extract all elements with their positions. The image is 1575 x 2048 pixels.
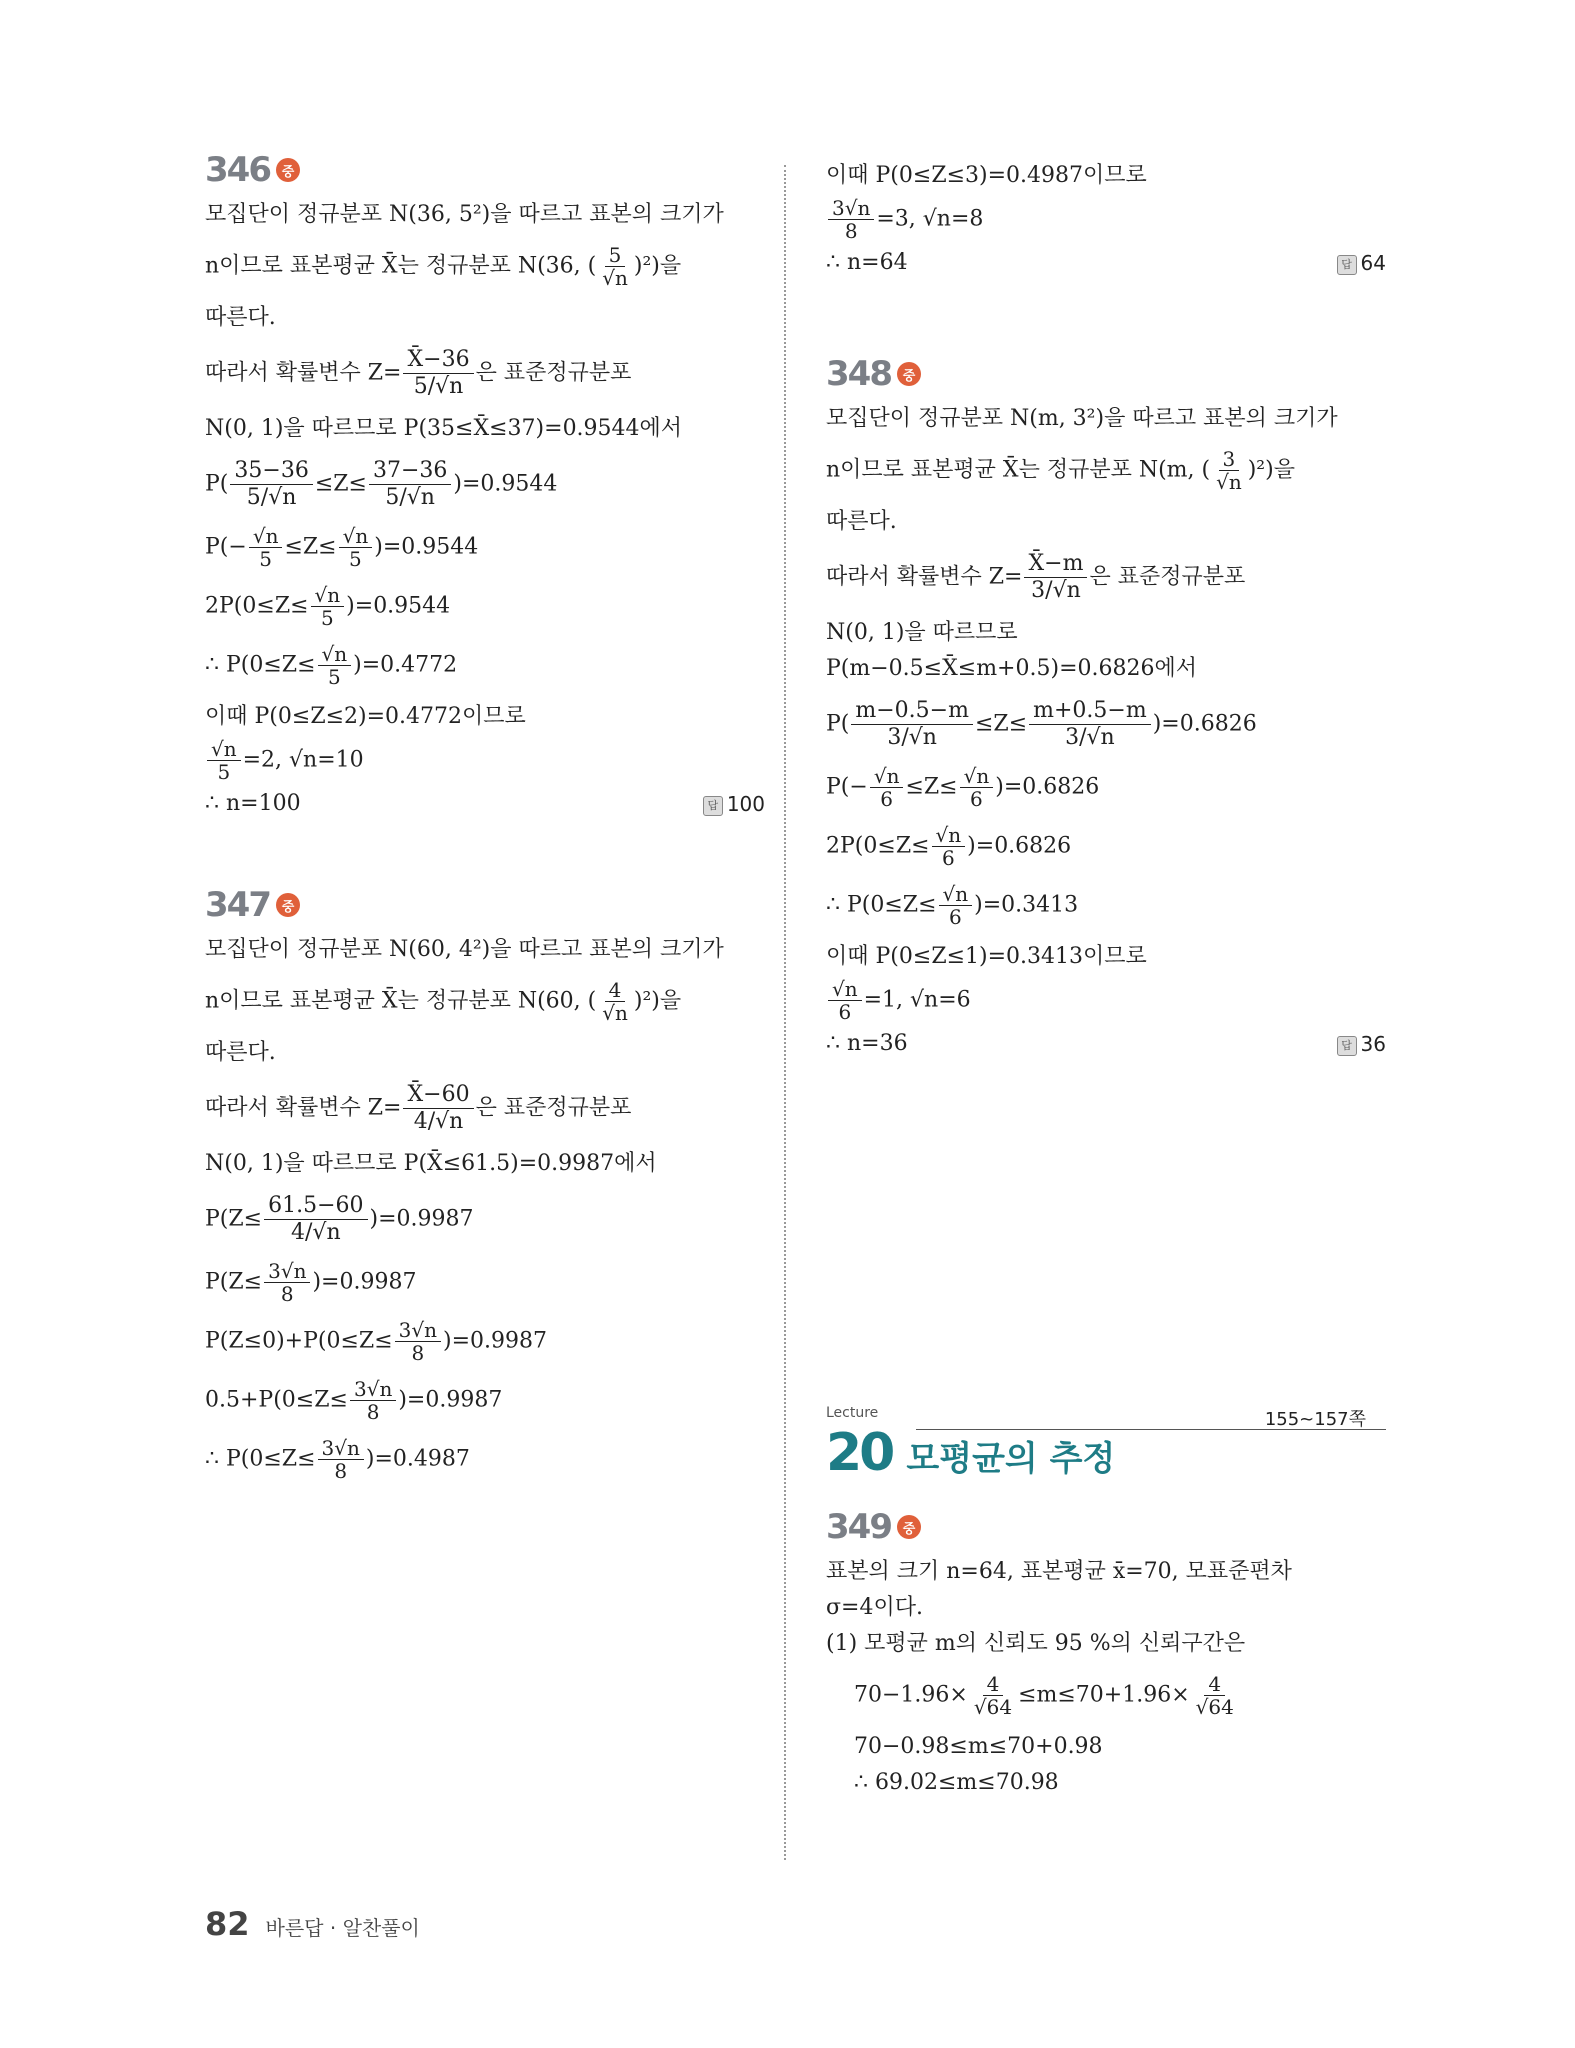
formula-line <box>826 765 1386 810</box>
text-line: (1) 모평균 m의 신뢰도 95 %의 신뢰구간은 <box>826 1631 1246 1656</box>
left-column <box>205 150 765 1496</box>
numerator: √n <box>960 765 994 788</box>
text: ≤Z≤ <box>974 711 1028 737</box>
denominator: 8 <box>411 1341 425 1365</box>
answer-icon: 답 <box>1337 255 1357 275</box>
fraction <box>339 525 373 570</box>
fraction <box>350 1378 396 1423</box>
conclusion: ∴ n=64 <box>826 250 908 275</box>
text: )=0.6826 <box>995 774 1100 800</box>
formula-line <box>826 698 1386 751</box>
problem-349-header <box>826 1507 1386 1547</box>
lecture-pages: 155~157쪽 <box>1264 1409 1366 1430</box>
text-line: 따른다. <box>205 305 276 330</box>
text-line <box>205 789 765 819</box>
numerator: 4 <box>1204 1673 1225 1696</box>
answer-box <box>1337 1029 1386 1059</box>
text: )²)을 <box>1247 457 1295 483</box>
denominator: 5/√n <box>413 374 464 399</box>
text: )=0.9987 <box>369 1206 474 1232</box>
numerator: √n <box>207 738 241 761</box>
numerator: √n <box>932 824 966 847</box>
fraction <box>932 824 966 869</box>
fraction <box>970 1673 1016 1718</box>
problem-347-header <box>205 885 765 925</box>
formula-line <box>205 979 765 1024</box>
text-line <box>826 248 1386 278</box>
text: 70−1.96× <box>854 1682 968 1708</box>
fraction <box>1212 448 1246 493</box>
numerator: 3√n <box>318 1437 364 1460</box>
numerator: 3√n <box>264 1260 310 1283</box>
formula-line <box>205 1319 765 1364</box>
fraction <box>403 347 473 400</box>
text: 2P(0≤Z≤ <box>826 833 930 859</box>
answer-value: 100 <box>726 792 765 816</box>
fraction <box>369 458 451 511</box>
text: P( <box>205 471 229 497</box>
denominator: √n <box>1216 470 1242 494</box>
fraction <box>264 1260 310 1305</box>
text-line: 따른다. <box>205 1040 276 1065</box>
denominator: 5/√n <box>385 485 435 510</box>
text: 은 표준정규분포 <box>475 360 632 386</box>
text: 따라서 확률변수 Z= <box>826 564 1023 590</box>
text: =3, √n=8 <box>876 206 984 232</box>
text: )=0.9987 <box>312 1269 417 1295</box>
text: )=0.3413 <box>974 892 1079 918</box>
numerator: √n <box>318 643 352 666</box>
text: ≤Z≤ <box>314 471 367 497</box>
numerator: 3√n <box>395 1319 441 1342</box>
formula-line <box>826 551 1386 604</box>
formula-line <box>826 883 1386 928</box>
answer-icon: 답 <box>1337 1036 1357 1056</box>
fraction <box>939 883 973 928</box>
fraction <box>598 244 632 289</box>
problem-number: 349 <box>826 1507 891 1547</box>
text: ≤m≤70+1.96× <box>1018 1682 1190 1708</box>
difficulty-badge: 중 <box>897 1515 921 1539</box>
text: =1, √n=6 <box>863 987 971 1013</box>
text: )=0.9987 <box>398 1387 503 1413</box>
fraction <box>828 978 862 1023</box>
denominator: 6 <box>970 787 983 811</box>
text: P(Z≤ <box>205 1206 263 1232</box>
right-column <box>826 155 1386 1065</box>
lecture-label: Lecture <box>826 1405 879 1421</box>
text: 은 표준정규분포 <box>475 1095 632 1121</box>
formula-line <box>205 1378 765 1423</box>
denominator: 8 <box>366 1400 380 1424</box>
text: )=0.4987 <box>365 1446 470 1472</box>
formula-line <box>826 824 1386 869</box>
difficulty-badge: 중 <box>276 893 300 917</box>
lecture-name: 모평균의 추정 <box>906 1439 1116 1479</box>
denominator: 3/√n <box>1065 725 1115 750</box>
denominator: 6 <box>838 1000 852 1024</box>
denominator: 5 <box>327 665 341 689</box>
problem-348-header <box>826 354 1386 394</box>
difficulty-badge: 중 <box>897 362 921 386</box>
problem-number: 346 <box>205 150 270 190</box>
numerator: √n <box>828 978 862 1001</box>
text: P(− <box>205 534 247 560</box>
denominator: 6 <box>941 846 955 870</box>
conclusion: ∴ n=100 <box>205 791 301 816</box>
fraction <box>311 584 345 629</box>
numerator: X̄−36 <box>403 347 473 374</box>
numerator: 4 <box>605 979 626 1002</box>
numerator: m+0.5−m <box>1029 698 1151 725</box>
numerator: 4 <box>983 1673 1004 1696</box>
text: n이므로 표본평균 X̄는 정규분포 N(m, ( <box>826 457 1211 483</box>
text: 따라서 확률변수 Z= <box>205 1095 402 1121</box>
denominator: 3/√n <box>1031 578 1081 603</box>
text-line: 따른다. <box>826 509 897 534</box>
denominator: 5/√n <box>246 485 297 510</box>
numerator: 35−36 <box>230 458 312 485</box>
fraction <box>828 197 874 242</box>
text: ∴ P(0≤Z≤ <box>826 892 937 918</box>
numerator: √n <box>939 883 973 906</box>
formula-line <box>205 244 765 289</box>
denominator: 8 <box>844 219 858 243</box>
formula-line <box>205 584 765 629</box>
text: )=0.4772 <box>353 652 458 678</box>
fraction <box>318 1437 364 1482</box>
difficulty-badge: 중 <box>276 158 300 182</box>
page-footer <box>205 1905 420 1943</box>
conclusion: ∴ n=36 <box>826 1031 908 1056</box>
text: n이므로 표본평균 X̄는 정규분포 N(60, ( <box>205 988 597 1014</box>
problem-346-header <box>205 150 765 190</box>
formula-line <box>205 738 765 783</box>
answer-value: 36 <box>1360 1032 1386 1056</box>
formula-line <box>205 1193 765 1246</box>
text-line: ∴ 69.02≤m≤70.98 <box>854 1770 1059 1795</box>
text: P(Z≤ <box>205 1269 263 1295</box>
text: ∴ P(0≤Z≤ <box>205 1446 316 1472</box>
text: )²)을 <box>633 253 682 279</box>
text-line: 모집단이 정규분포 N(60, 4²)을 따르고 표본의 크기가 <box>205 937 724 962</box>
fraction <box>1192 1673 1238 1718</box>
fraction <box>851 698 973 751</box>
numerator: √n <box>870 765 904 788</box>
denominator: 4/√n <box>291 1220 341 1245</box>
numerator: 61.5−60 <box>264 1193 367 1220</box>
text: ≤Z≤ <box>905 774 958 800</box>
answer-box <box>1337 248 1386 278</box>
denominator: √64 <box>973 1695 1013 1719</box>
text: )=0.9544 <box>346 593 451 619</box>
text: )=0.9987 <box>443 1328 548 1354</box>
denominator: √64 <box>1195 1695 1234 1719</box>
fraction <box>264 1193 367 1246</box>
numerator: 3√n <box>828 197 874 220</box>
text: =2, √n=10 <box>242 747 364 773</box>
text: )=0.9544 <box>374 534 479 560</box>
denominator: 4/√n <box>413 1109 464 1134</box>
formula-line <box>826 1673 1386 1718</box>
fraction <box>598 979 632 1024</box>
denominator: 6 <box>948 905 962 929</box>
denominator: √n <box>602 266 628 290</box>
text: P( <box>826 711 850 737</box>
text-line: 이때 P(0≤Z≤3)=0.4987이므로 <box>826 163 1147 188</box>
lecture-rule <box>916 1429 1386 1430</box>
text: )=0.6826 <box>967 833 1072 859</box>
numerator: 37−36 <box>369 458 451 485</box>
text-line: 모집단이 정규분포 N(m, 3²)을 따르고 표본의 크기가 <box>826 406 1338 431</box>
denominator: 6 <box>880 787 893 811</box>
lecture-number: 20 <box>826 1423 893 1483</box>
text: 따라서 확률변수 Z= <box>205 360 402 386</box>
fraction <box>249 525 283 570</box>
text-line: N(0, 1)을 따르므로 P(35≤X̄≤37)=0.9544에서 <box>205 416 683 441</box>
text: ≤Z≤ <box>284 534 337 560</box>
text: 0.5+P(0≤Z≤ <box>205 1387 348 1413</box>
numerator: m−0.5−m <box>851 698 973 725</box>
numerator: 5 <box>605 244 626 267</box>
answer-value: 64 <box>1360 251 1386 275</box>
denominator: 5 <box>320 606 334 630</box>
numerator: X̄−60 <box>403 1082 473 1109</box>
text-line: σ=4이다. <box>826 1595 923 1620</box>
book-title: 바른답 · 알찬풀이 <box>265 1916 420 1940</box>
fraction <box>230 458 312 511</box>
text-line <box>826 1029 1386 1059</box>
fraction <box>960 765 994 810</box>
text-line: P(m−0.5≤X̄≤m+0.5)=0.6826에서 <box>826 656 1197 681</box>
text: 은 표준정규분포 <box>1089 564 1246 590</box>
text: n이므로 표본평균 X̄는 정규분포 N(36, ( <box>205 253 597 279</box>
problem-number: 347 <box>205 885 270 925</box>
denominator: 8 <box>280 1282 294 1306</box>
text: )=0.9544 <box>453 471 558 497</box>
numerator: √n <box>311 584 345 607</box>
formula-line <box>826 448 1386 493</box>
page-number: 82 <box>205 1905 250 1943</box>
column-divider <box>784 165 786 1860</box>
numerator: X̄−m <box>1024 551 1087 578</box>
formula-line <box>205 458 765 511</box>
text-line: N(0, 1)을 따르므로 <box>826 620 1018 645</box>
text: 2P(0≤Z≤ <box>205 593 309 619</box>
answer-box <box>703 789 765 819</box>
lecture-section <box>826 1405 1386 1804</box>
text-line: 이때 P(0≤Z≤1)=0.3413이므로 <box>826 944 1147 969</box>
formula-line <box>205 1082 765 1135</box>
fraction <box>395 1319 441 1364</box>
formula-line <box>826 978 1386 1023</box>
fraction <box>403 1082 473 1135</box>
text: P(− <box>826 774 868 800</box>
text-line: 표본의 크기 n=64, 표본평균 x̄=70, 모표준편차 <box>826 1559 1292 1584</box>
formula-line <box>205 1437 765 1482</box>
numerator: 3 <box>1219 448 1240 471</box>
formula-line <box>205 525 765 570</box>
formula-line <box>826 197 1386 242</box>
numerator: √n <box>339 525 373 548</box>
text: P(Z≤0)+P(0≤Z≤ <box>205 1328 393 1354</box>
answer-icon: 답 <box>703 796 723 816</box>
fraction <box>1024 551 1087 604</box>
text-line: 이때 P(0≤Z≤2)=0.4772이므로 <box>205 704 526 729</box>
numerator: √n <box>249 525 283 548</box>
fraction <box>870 765 904 810</box>
lecture-title <box>826 1423 1386 1483</box>
formula-line <box>205 643 765 688</box>
denominator: 8 <box>334 1459 348 1483</box>
text: )=0.6826 <box>1152 711 1257 737</box>
fraction <box>1029 698 1151 751</box>
text-line: N(0, 1)을 따르므로 P(X̄≤61.5)=0.9987에서 <box>205 1151 657 1176</box>
formula-line <box>205 1260 765 1305</box>
problem-number: 348 <box>826 354 891 394</box>
formula-line <box>205 347 765 400</box>
denominator: 5 <box>349 547 362 571</box>
text: )²)을 <box>633 988 682 1014</box>
fraction <box>318 643 352 688</box>
numerator: 3√n <box>350 1378 396 1401</box>
denominator: √n <box>602 1001 628 1025</box>
fraction <box>207 738 241 783</box>
text-line: 70−0.98≤m≤70+0.98 <box>854 1734 1103 1759</box>
text-line: 모집단이 정규분포 N(36, 5²)을 따르고 표본의 크기가 <box>205 202 724 227</box>
text: ∴ P(0≤Z≤ <box>205 652 316 678</box>
denominator: 5 <box>217 760 231 784</box>
denominator: 3/√n <box>887 725 937 750</box>
denominator: 5 <box>259 547 272 571</box>
